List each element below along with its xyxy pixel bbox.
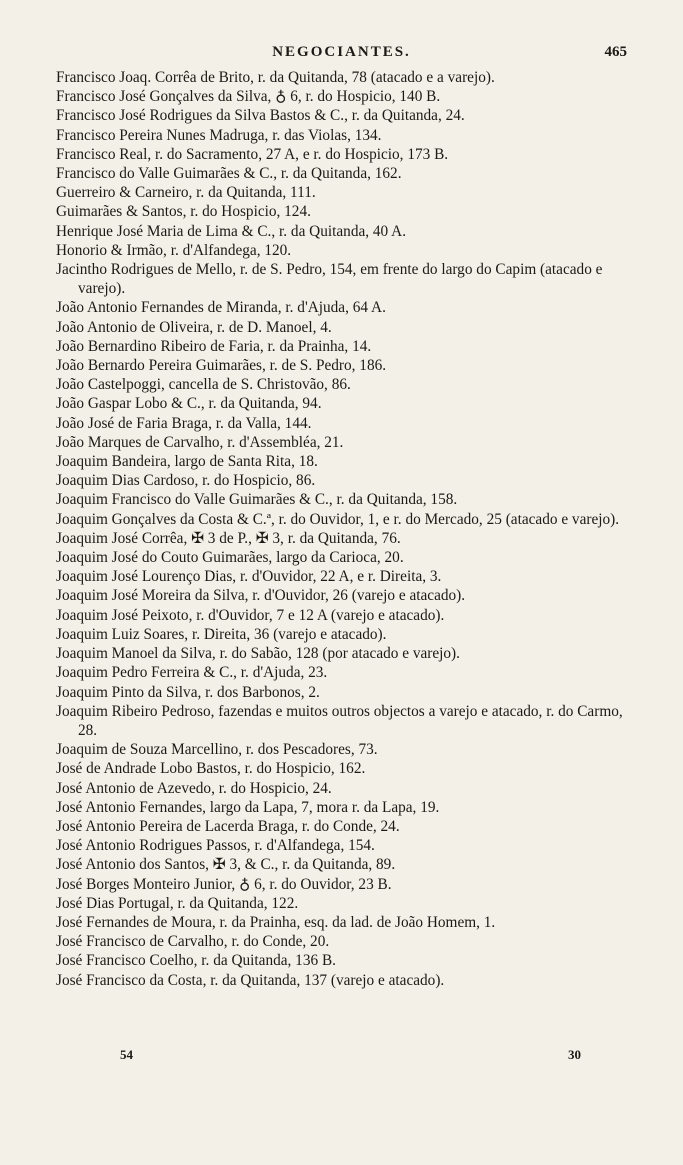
list-item: João Castelpoggi, cancella de S. Christovão, 86. <box>56 376 351 394</box>
list-item: Joaquim Gonçalves da Costa & C.ª, r. do Ouvidor, 1, e r. do Mercado, 25 (atacado e varejo). <box>56 510 620 528</box>
page-number: 465 <box>604 44 627 60</box>
list-item: Francisco José Gonçalves da Silva, ♁ 6, r. do Hospicio, 140 B. <box>56 88 441 106</box>
list-item: João Bernardo Pereira Guimarães, r. de S. Pedro, 186. <box>56 357 387 375</box>
list-item: João Antonio de Oliveira, r. de D. Manoel, 4. <box>56 318 332 336</box>
running-title: NEGOCIANTES. <box>272 44 411 60</box>
list-item: José Francisco Coelho, r. da Quitanda, 136 B. <box>56 952 336 970</box>
list-item: Henrique José Maria de Lima & C., r. da Quitanda, 40 A. <box>56 222 407 240</box>
list-item: José Borges Monteiro Junior, ♁ 6, r. do Ouvidor, 23 B. <box>56 875 392 893</box>
list-item: Guimarães & Santos, r. do Hospicio, 124. <box>56 203 311 221</box>
list-item: José Antonio de Azevedo, r. do Hospicio, 24. <box>56 779 332 797</box>
list-item: Joaquim Pinto da Silva, r. dos Barbonos, 2. <box>56 683 320 701</box>
page-footer <box>0 1047 683 1067</box>
list-item: Francisco Real, r. do Sacramento, 27 A, e r. do Hospicio, 173 B. <box>56 145 449 163</box>
list-item: Francisco Pereira Nunes Madruga, r. das Violas, 134. <box>56 126 382 144</box>
list-item: José Antonio Rodrigues Passos, r. d'Alfandega, 154. <box>56 837 375 855</box>
footer-number: 30 <box>568 1047 581 1062</box>
list-item: João Gaspar Lobo & C., r. da Quitanda, 94. <box>56 395 322 413</box>
list-item: Joaquim Dias Cardoso, r. do Hospicio, 86. <box>56 472 316 490</box>
list-item: João José de Faria Braga, r. da Valla, 144. <box>56 414 312 432</box>
list-item: José Antonio Fernandes, largo da Lapa, 7, mora r. da Lapa, 19. <box>56 798 440 816</box>
list-item: Joaquim Ribeiro Pedroso, fazendas e muitos outros objectos a varejo e atacado, r. do Carmo, 28. <box>56 702 623 739</box>
signature-mark: 54 <box>120 1047 133 1062</box>
list-item: José Antonio dos Santos, ✠ 3, & C., r. da Quitanda, 89. <box>56 856 396 874</box>
list-item: João Marques de Carvalho, r. d'Assembléa, 21. <box>56 433 344 451</box>
list-item: José Francisco de Carvalho, r. do Conde, 20. <box>56 933 330 951</box>
list-item: Joaquim Bandeira, largo de Santa Rita, 18. <box>56 453 318 471</box>
list-item: João Antonio Fernandes de Miranda, r. d'Ajuda, 64 A. <box>56 299 386 317</box>
list-item: José Antonio Pereira de Lacerda Braga, r. do Conde, 24. <box>56 817 400 835</box>
list-item: Joaquim de Souza Marcellino, r. dos Pescadores, 73. <box>56 741 378 759</box>
list-item: José Dias Portugal, r. da Quitanda, 122. <box>56 894 299 912</box>
list-item: José Francisco da Costa, r. da Quitanda, 137 (varejo e atacado). <box>56 971 445 989</box>
list-item: Francisco do Valle Guimarães & C., r. da Quitanda, 162. <box>56 165 402 183</box>
list-item: Joaquim José Moreira da Silva, r. d'Ouvidor, 26 (varejo e atacado). <box>56 587 466 605</box>
list-item: Joaquim José Lourenço Dias, r. d'Ouvidor, 22 A, e r. Direita, 3. <box>56 568 442 586</box>
list-item: Joaquim Francisco do Valle Guimarães & C., r. da Quitanda, 158. <box>56 491 458 509</box>
list-item: Francisco Joaq. Corrêa de Brito, r. da Quitanda, 78 (atacado e a varejo). <box>56 69 495 86</box>
list-item: João Bernardino Ribeiro de Faria, r. da Prainha, 14. <box>56 337 372 355</box>
list-item: Joaquim José do Couto Guimarães, largo da Carioca, 20. <box>56 549 404 567</box>
page-header <box>0 44 683 68</box>
list-item: Joaquim José Peixoto, r. d'Ouvidor, 7 e 12 A (varejo e atacado). <box>56 606 445 624</box>
list-item: Joaquim Luiz Soares, r. Direita, 36 (varejo e atacado). <box>56 625 387 643</box>
list-item: José de Andrade Lobo Bastos, r. do Hospicio, 162. <box>56 760 366 778</box>
list-item: Joaquim Pedro Ferreira & C., r. d'Ajuda, 23. <box>56 664 328 682</box>
list-item: Joaquim Manoel da Silva, r. do Sabão, 128 (por atacado e varejo). <box>56 645 460 663</box>
list-item: Francisco José Rodrigues da Silva Bastos & C., r. da Quitanda, 24. <box>56 107 465 125</box>
merchant-list <box>56 68 631 990</box>
list-item: José Fernandes de Moura, r. da Prainha, esq. da lad. de João Homem, 1. <box>56 913 496 931</box>
list-item: Honorio & Irmão, r. d'Alfandega, 120. <box>56 241 292 259</box>
list-item: Guerreiro & Carneiro, r. da Quitanda, 111. <box>56 184 316 202</box>
list-item: Joaquim José Corrêa, ✠ 3 de P., ✠ 3, r. da Quitanda, 76. <box>56 529 401 547</box>
list-item: Jacintho Rodrigues de Mello, r. de S. Pedro, 154, em frente do largo do Capim (atacado e varejo). <box>56 261 603 298</box>
